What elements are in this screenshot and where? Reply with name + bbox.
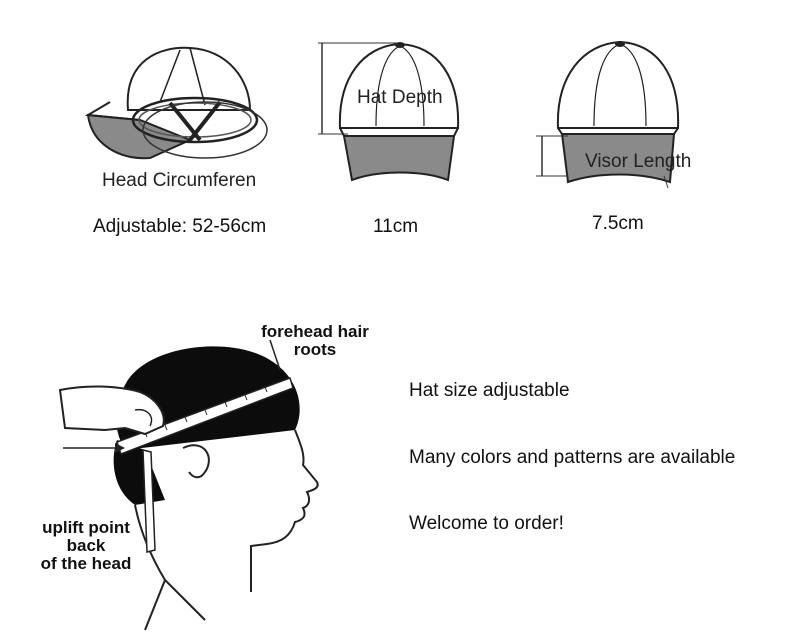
visor-length-label: Visor Length	[585, 151, 692, 172]
cap-depth-illustration	[318, 38, 478, 198]
head-circumference-label: Head Circumferen	[102, 170, 257, 191]
head-measurement-illustration	[55, 330, 345, 630]
info-hat-size: Hat size adjustable	[409, 380, 570, 401]
hat-depth-value: 11cm	[373, 216, 419, 237]
uplift-label-line3: of the head	[40, 554, 132, 573]
info-colors-patterns: Many colors and patterns are available	[409, 447, 736, 468]
uplift-label-line1: uplift point	[42, 518, 130, 537]
head-circumference-value: Adjustable: 52-56cm	[93, 216, 267, 237]
cap-circumference-illustration	[80, 40, 280, 175]
info-welcome: Welcome to order!	[409, 513, 564, 534]
hat-depth-label: Hat Depth	[357, 87, 443, 108]
visor-length-value: 7.5cm	[592, 213, 644, 234]
uplift-label-line2: back	[66, 536, 106, 555]
forehead-label-line2: roots	[293, 340, 337, 359]
forehead-label-line1: forehead hair	[261, 322, 369, 341]
